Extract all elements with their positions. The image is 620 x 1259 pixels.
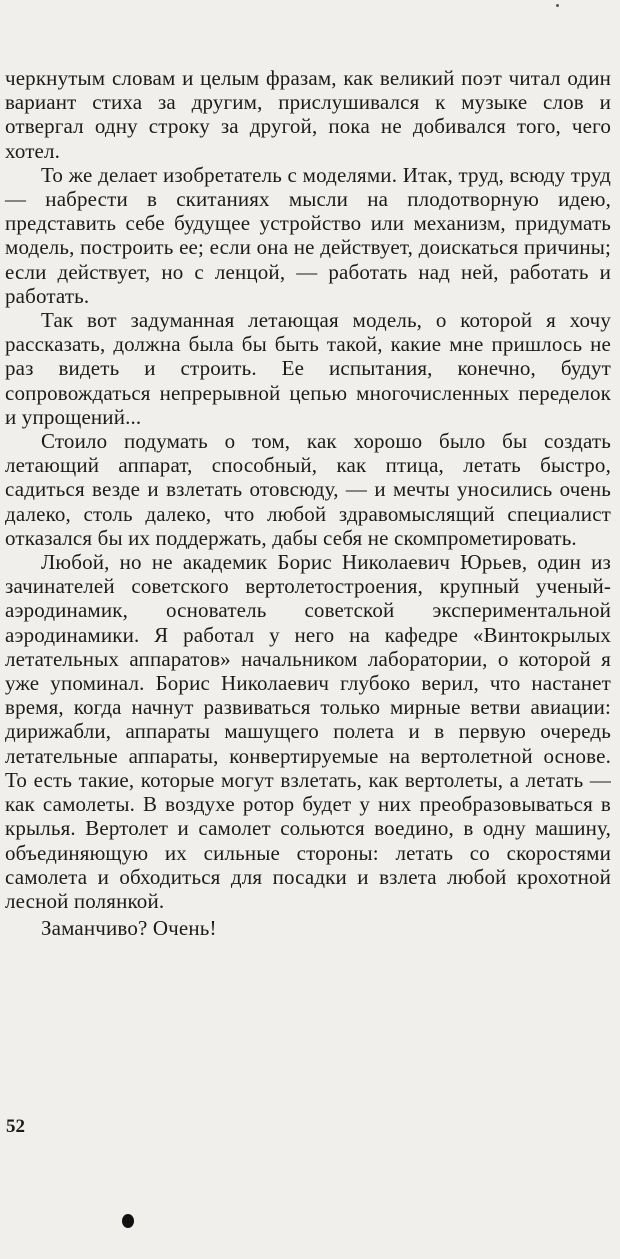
- closing-line: Заманчиво? Очень!: [41, 916, 217, 941]
- paragraph-flying-apparatus: Стоило подумать о том, как хорошо было бы создать летающий аппарат, способный, как птица, летать быстро, садиться везде и взлетать отовсюду, — и мечты уносились очень далеко, столь далеко, что любой здравомыслящий специалист отказался бы их поддержать, дабы себя не скомпрометировать.: [5, 429, 611, 550]
- paragraph-inventor-models: То же делает изобретатель с моделями. Итак, труд, всюду труд — набрести в скитаниях мысли на плодотворную идею, представить себе будущее устройство или механизм, придумать модель, построить ее; если она не действует, доискаться причины; если действует, но с ленцой, — работать над ней, работать и работать.: [5, 162, 611, 308]
- print-speck: [556, 4, 559, 7]
- paragraph-academician-yuriev: Любой, но не академик Борис Николаевич Юрьев, один из зачинателей советского вертолетостроения, крупный ученый-аэродинамик, основатель советской экспериментальной аэродинамики. Я работал у него на кафедре «Винтокрылых летательных аппаратов» начальником лаборатории, о которой я уже упоминал. Борис Николаевич глубоко верил, что настанет время, когда начнут развиваться только мирные ветви авиации: дирижабли, аппараты машущего полета и в первую очередь летательные аппараты, конвертируемые на вертолетной основе. То есть такие, которые могут взлетать, как вертолеты, а летать — как самолеты. В воздухе ротор будет у них преобразовываться в крылья. Вертолет и самолет сольются воедино, в одну машину, объединяющую их сильные стороны: летать со скоростями самолета и обходиться для посадки и взлета любой крохотной лесной полянкой.: [5, 550, 611, 913]
- page-number: 52: [6, 1116, 25, 1137]
- paragraph-flying-model: Так вот задуманная летающая модель, о которой я хочу рассказать, должна была бы быть такой, какие мне пришлось не раз видеть и строить. Ее испытания, конечно, будут сопровождаться непрерывной цепью многочисленных переделок и упрощений...: [5, 308, 611, 429]
- ink-dot: [122, 1214, 134, 1228]
- paragraph-continued: черкнутым словам и целым фразам, как великий поэт читал один вариант стиха за другим, прислушивался к музыке слов и отвергал одну строку за другой, пока не добивался того, чего хотел.: [5, 66, 611, 163]
- body-text: [5, 66, 611, 940]
